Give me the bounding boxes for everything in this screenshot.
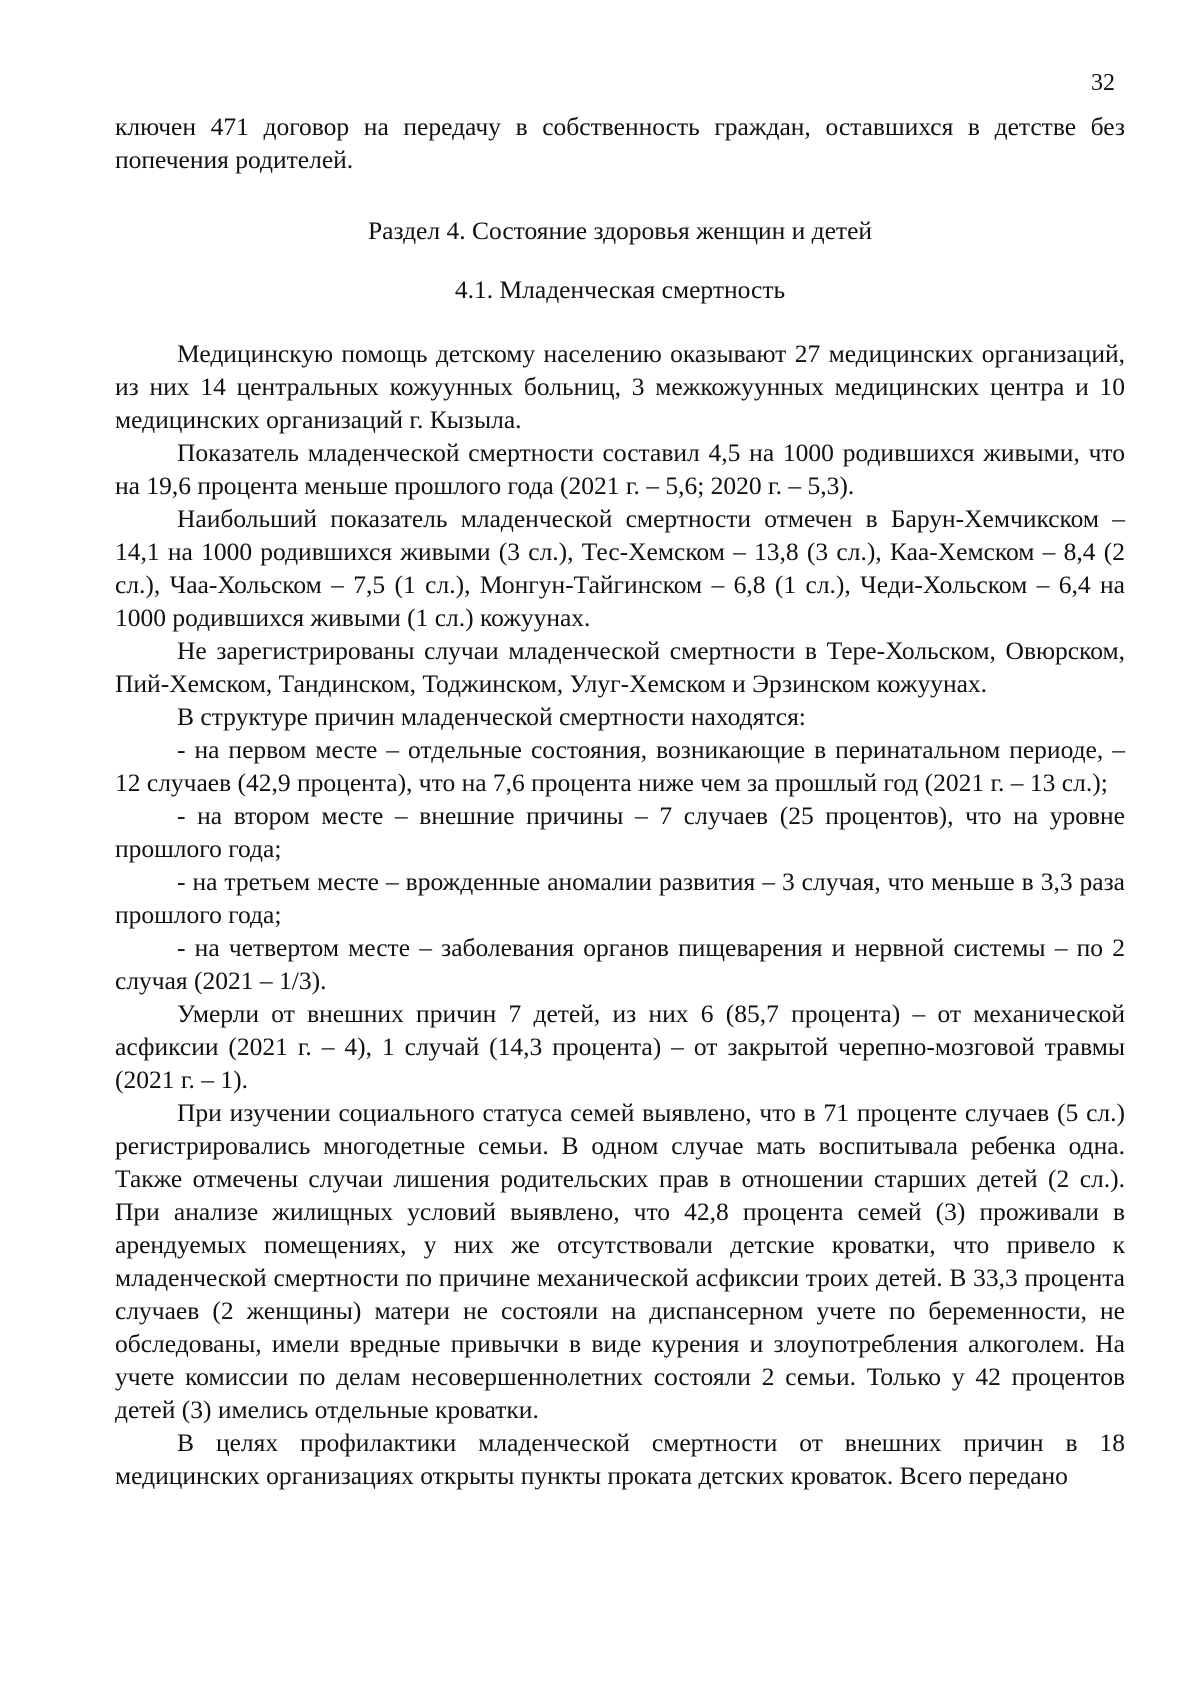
section-title: Раздел 4. Состояние здоровья женщин и детей bbox=[367, 216, 873, 245]
paragraph: Медицинскую помощь детскому населению оказывают 27 медицинских организаций, из них 14 центральных кожуунных больниц, 3 межкожуунных медицинских центра и 10 медицинских организаций г. Кызыла. bbox=[115, 339, 1125, 434]
paragraph: Не зарегистрированы случаи младенческой смертности в Тере-Хольском, Овюрском, Пий-Хемском, Тандинском, Тоджинском, Улуг-Хемском и Эрзинском кожуунах. bbox=[115, 636, 1125, 698]
paragraph: В целях профилактики младенческой смертности от внешних причин в 18 медицинских организациях открыты пункты проката детских кроваток. Всего передано bbox=[115, 1428, 1125, 1490]
page-number: 32 bbox=[1091, 70, 1115, 96]
paragraph: При изучении социального статуса семей выявлено, что в 71 проценте случаев (5 сл.) регистрировались многодетные семьи. В одном случае мать воспитывала ребенка одна. Также отмечены случаи лишения родительских прав в отношении старших детей (2 сл.). При анализе жилищных условий выявлено, что 42,8 процента семей (3) проживали в арендуемых помещениях, у них же отсутствовали детские кроватки, что привело к младенческой смертности по причине механической асфиксии троих детей. В 33,3 процента случаев (2 женщины) матери не состояли на диспансерном учете по беременности, не обследованы, имели вредные привычки в виде курения и злоупотребления алкоголем. На учете комиссии по делам несовершеннолетних состояли 2 семьи. Только у 42 процентов детей (3) имелись отдельные кроватки. bbox=[115, 1098, 1125, 1424]
list-item: - на первом месте – отдельные состояния, возникающие в перинатальном периоде, – 12 случаев (42,9 процента), что на 7,6 процента ниже чем за прошлый год (2021 г. – 13 сл.); bbox=[115, 735, 1125, 797]
list-item: - на третьем месте – врожденные аномалии развития – 3 случая, что меньше в 3,3 раза прошлого года; bbox=[115, 867, 1125, 929]
list-item: - на четвертом месте – заболевания органов пищеварения и нервной системы – по 2 случая (2021 – 1/3). bbox=[115, 933, 1125, 995]
intro-paragraph: ключен 471 договор на передачу в собственность граждан, оставшихся в детстве без попечения родителей. bbox=[115, 112, 1125, 174]
document-body bbox=[115, 110, 1125, 1492]
paragraph: Наибольший показатель младенческой смертности отмечен в Барун-Хемчикском – 14,1 на 1000 родившихся живыми (3 сл.), Тес-Хемском – 13,8 (3 сл.), Каа-Хемском – 8,4 (2 сл.), Чаа-Хольском – 7,5 (1 сл.), Монгун-Тайгинском – 6,8 (1 сл.), Чеди-Хольском – 6,4 на 1000 родившихся живыми (1 сл.) кожуунах. bbox=[115, 504, 1125, 632]
paragraph: Показатель младенческой смертности составил 4,5 на 1000 родившихся живыми, что на 19,6 процента меньше прошлого года (2021 г. – 5,6; 2020 г. – 5,3). bbox=[115, 438, 1125, 500]
list-item: - на втором месте – внешние причины – 7 случаев (25 процентов), что на уровне прошлого года; bbox=[115, 801, 1125, 863]
paragraph: В структуре причин младенческой смертности находятся: bbox=[177, 702, 806, 731]
paragraph: Умерли от внешних причин 7 детей, из них 6 (85,7 процента) – от механической асфиксии (2021 г. – 4), 1 случай (14,3 процента) – от закрытой черепно-мозговой травмы (2021 г. – 1). bbox=[115, 999, 1125, 1094]
subsection-title: 4.1. Младенческая смертность bbox=[454, 275, 786, 304]
